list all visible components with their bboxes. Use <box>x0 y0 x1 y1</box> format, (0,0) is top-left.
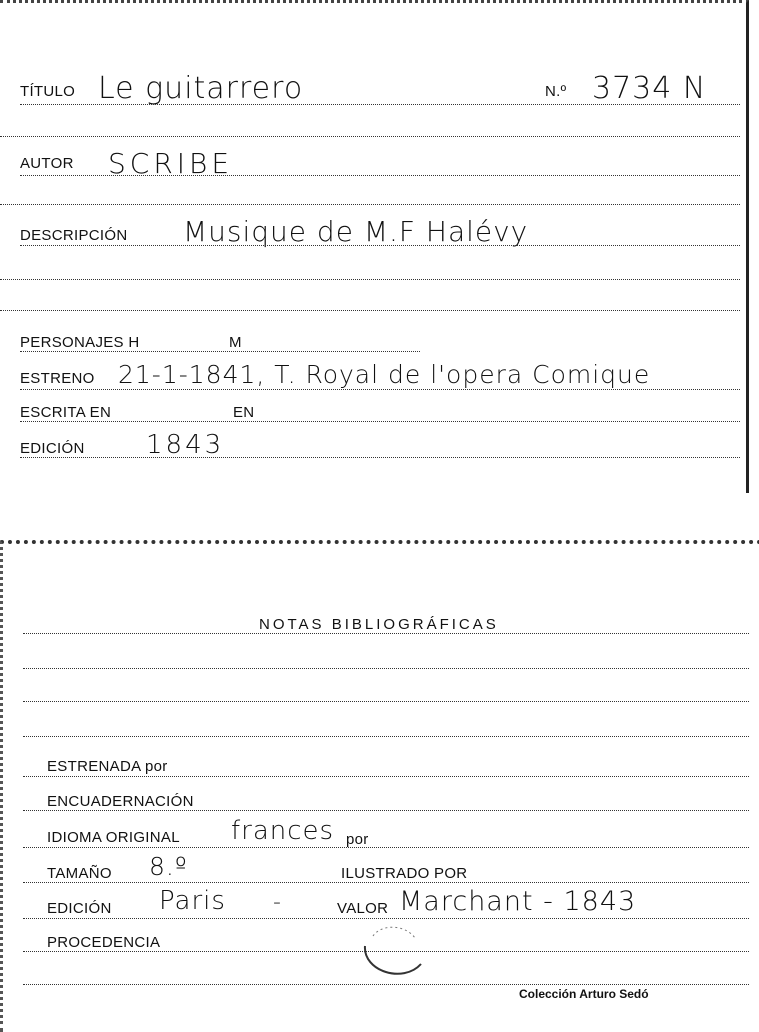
valor-value: Marchant - 1843 <box>399 886 637 917</box>
edicion-value: Paris <box>159 886 226 916</box>
procedencia-label: PROCEDENCIA <box>47 934 161 951</box>
escrita-line <box>20 421 740 422</box>
personajes-m-label: M <box>229 334 242 351</box>
rule-line <box>0 204 740 205</box>
numero-value: 3734 N <box>592 71 707 106</box>
catalog-card-bottom <box>0 540 759 1032</box>
edicion-label: EDICIÓN <box>20 440 85 457</box>
estreno-value: 21-1-1841, T. Royal de l'opera Comique <box>118 360 651 389</box>
rule-line <box>23 701 749 702</box>
escrita-en-label: EN <box>233 404 255 421</box>
personajes-line <box>20 351 420 352</box>
escrita-label: ESCRITA EN <box>20 404 112 421</box>
punch-hole-mark <box>353 916 433 986</box>
rule-line <box>23 736 749 737</box>
notas-title: NOTAS BIBLIOGRÁFICAS <box>259 616 499 633</box>
idioma-label: IDIOMA ORIGINAL <box>47 829 180 846</box>
autor-value: SCRIBE <box>108 147 234 180</box>
titulo-line <box>20 104 740 105</box>
edicion-value: 1843 <box>146 430 225 460</box>
rule-line <box>23 882 749 883</box>
dash-mark: - <box>273 890 282 915</box>
titulo-value: Le guitarrero <box>98 71 304 106</box>
tamano-label: TAMAÑO <box>47 865 112 882</box>
ilustrado-label: ILUSTRADO POR <box>341 865 468 882</box>
idioma-value: frances <box>231 816 335 846</box>
descripcion-line <box>20 245 740 246</box>
tamano-value: 8.º <box>149 852 188 881</box>
autor-label: AUTOR <box>20 155 74 172</box>
rule-line <box>0 136 740 137</box>
numero-label: N.º <box>545 83 567 100</box>
titulo-label: TÍTULO <box>20 83 76 100</box>
rule-line <box>23 810 749 811</box>
edicion-line <box>20 457 740 458</box>
estreno-line <box>20 389 740 390</box>
estreno-label: ESTRENO <box>20 370 95 387</box>
catalog-card-top <box>0 0 749 493</box>
descripcion-label: DESCRIPCIÓN <box>20 227 128 244</box>
autor-line <box>20 175 740 176</box>
collection-footer: Colección Arturo Sedó <box>519 987 649 1001</box>
rule-line <box>0 310 740 311</box>
personajes-label: PERSONAJES H <box>20 334 140 351</box>
encuadernacion-label: ENCUADERNACIÓN <box>47 793 194 810</box>
rule-line <box>23 847 749 848</box>
rule-line <box>23 633 749 634</box>
idioma-por-label: por <box>346 831 369 848</box>
edicion-label: EDICIÓN <box>47 900 112 917</box>
descripcion-value: Musique de M.F Halévy <box>183 215 529 248</box>
estrenada-label: ESTRENADA por <box>47 758 168 775</box>
rule-line <box>0 279 740 280</box>
rule-line <box>23 776 749 777</box>
rule-line <box>23 668 749 669</box>
valor-label: VALOR <box>337 900 389 917</box>
